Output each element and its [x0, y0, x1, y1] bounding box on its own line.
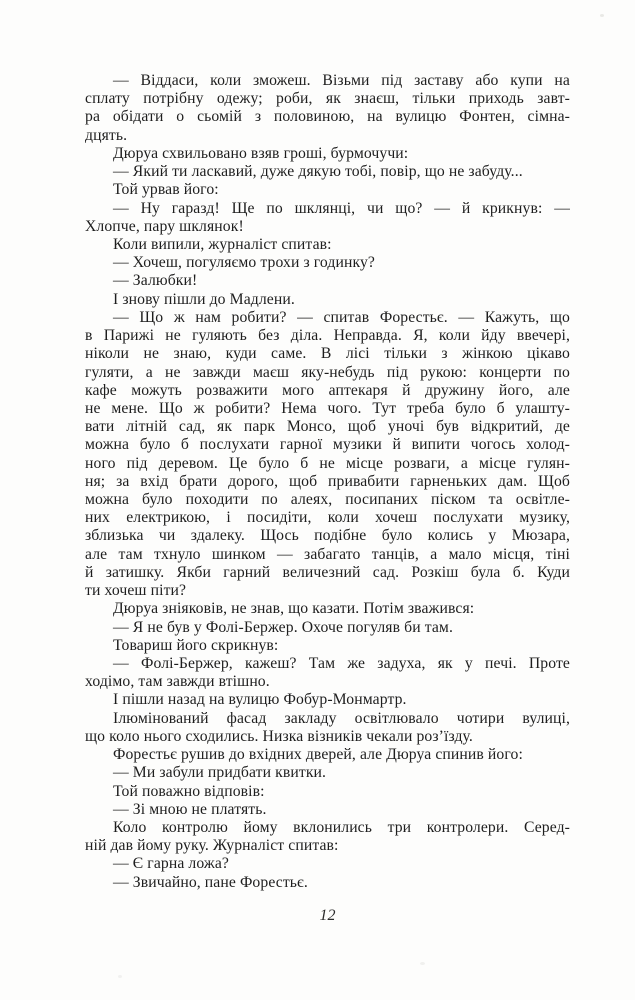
- text-line: — Зі мною не платять.: [113, 800, 267, 818]
- text-line: Товариш його скрикнув:: [113, 636, 279, 654]
- text-line: не мене. Що ж робити? Нема чого. Тут треба було б улашту-: [85, 399, 570, 417]
- page-text: [85, 72, 570, 926]
- scan-noise: [420, 962, 425, 965]
- text-line: можна було б послухати гарної музики й випити чогось холод-: [85, 436, 570, 454]
- text-line: — Ну гаразд! Ще по шклянці, чи що? — й крикнув: —: [113, 199, 570, 217]
- text-line: — Що ж нам робити? — спитав Форестьє. — Кажуть, що: [113, 308, 570, 326]
- text-line: — Хочеш, погуляємо трохи з годинку?: [113, 254, 375, 272]
- scan-noise: [118, 975, 122, 978]
- text-line: ра обідати о сьомій з половиною, на вулицю Фонтен, сімна-: [85, 108, 570, 126]
- text-line: Коли випили, журналіст спитав:: [113, 235, 332, 253]
- text-line: кафе можуть розважити мого аптекаря й дружину його, але: [85, 381, 570, 399]
- text-line: але там тхнуло шинком — забагато танців, а мало місця, тіні: [85, 545, 570, 563]
- text-line: Форестьє рушив до вхідних дверей, але Дюруа спинив його:: [113, 746, 523, 764]
- text-line: Той поважно відповів:: [113, 782, 265, 800]
- page-number: 12: [319, 906, 336, 924]
- text-line: Дюруа схвильовано взяв гроші, бурмочучи:: [113, 144, 409, 162]
- text-line: — Віддаси, коли зможеш. Візьми під заставу або купи на: [113, 72, 570, 89]
- text-line: Той урвав його:: [113, 181, 219, 199]
- text-line: зблизька чи здалеку. Щось подібне було колись у Мюзара,: [85, 527, 570, 545]
- text-line: — Ми забули придбати квитки.: [113, 764, 327, 782]
- text-line: — Я не був у Фолі-Бержер. Охоче погуляв би там.: [113, 618, 453, 636]
- text-line: Дюруа зніяковів, не знав, що казати. Потім зважився:: [113, 600, 475, 618]
- text-line: дцять.: [85, 126, 128, 144]
- text-line: можна було походити по алеях, посипаних піском та освітле-: [85, 491, 570, 509]
- text-line: Хлопче, пару шклянок!: [85, 217, 244, 235]
- text-line: ніколи не знаю, куди саме. В лісі тільки з жінкою цікаво: [85, 345, 570, 363]
- text-line: — Залюбки!: [113, 272, 198, 290]
- text-line: — Є гарна ложа?: [113, 855, 229, 873]
- text-line: них електрикою, і посидіти, коли хочеш послухати музику,: [85, 509, 570, 527]
- text-line: вати літній сад, як парк Монсо, щоб уночі був відкритий, де: [85, 418, 570, 436]
- text-line: сплату потрібну одежу; роби, як знаєш, тільки приходь завт-: [85, 90, 570, 108]
- text-line: що коло нього сходились. Низка візників чекали роз’їзду.: [85, 727, 473, 745]
- text-line: й затишку. Якби гарний величезний сад. Розкіш була б. Куди: [85, 563, 570, 581]
- text-line: — Фолі-Бержер, кажеш? Там же задуха, як у печі. Проте: [113, 655, 570, 672]
- text-line: ній дав йому руку. Журналіст спитав:: [85, 837, 339, 855]
- text-line: Ілюмінований фасад закладу освітлювало чотири вулиці,: [113, 709, 570, 727]
- text-line: ного під деревом. Це було б не місце розваги, а місце гулян-: [85, 454, 570, 472]
- text-line: — Звичайно, пане Форестьє.: [113, 873, 308, 891]
- text-line: — Який ти ласкавий, дуже дякую тобі, повір, що не забуду...: [113, 163, 523, 181]
- text-line: ти хочеш піти?: [85, 582, 187, 600]
- text-line: І знову пішли до Мадлени.: [113, 290, 295, 308]
- text-line: ходімо, там завжди втішно.: [85, 673, 270, 691]
- text-line: гуляти, а не завжди маєш яку-небудь під рукою: концерти по: [85, 363, 570, 381]
- text-line: в Парижі не гуляють без діла. Неправда. Я, коли йду ввечері,: [85, 327, 570, 345]
- scan-noise: [600, 14, 604, 17]
- text-line: І пішли назад на вулицю Фобур-Монмартр.: [113, 691, 407, 709]
- text-line: ня; за вхід брати дорого, щоб привабити гарненьких дам. Щоб: [85, 472, 570, 490]
- text-line: Коло контролю йому вклонились три контролери. Серед-: [113, 818, 570, 836]
